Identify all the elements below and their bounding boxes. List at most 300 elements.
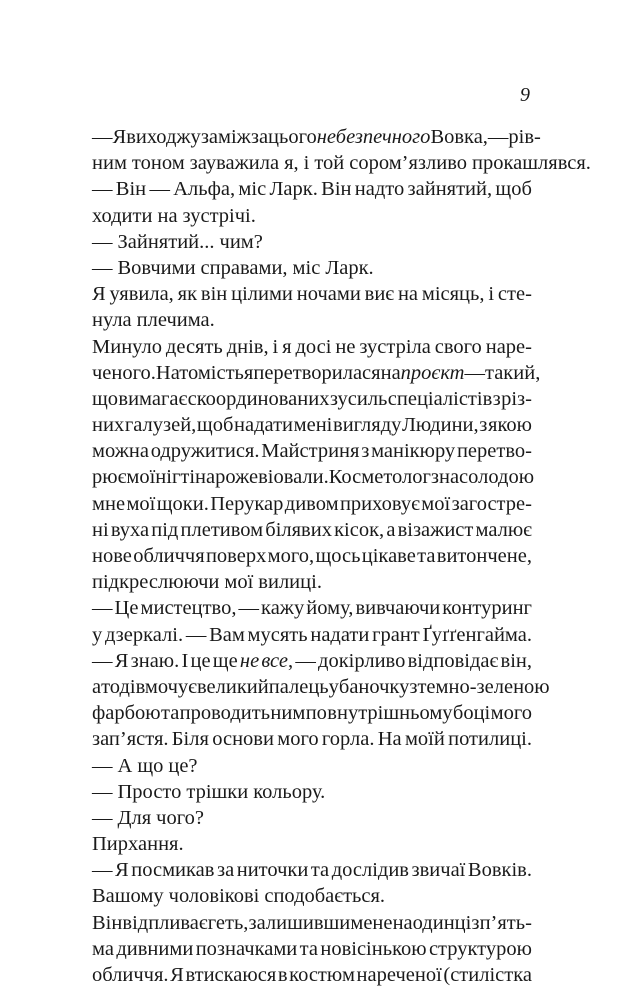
plain-text: плетивом [180, 518, 264, 541]
plain-text: — [92, 806, 113, 829]
word [448, 726, 532, 752]
word [118, 386, 187, 412]
word [282, 334, 291, 360]
word [304, 150, 310, 176]
plain-text: втискаюся [185, 964, 277, 986]
word [278, 962, 288, 988]
word [213, 648, 238, 674]
word [273, 334, 279, 360]
word [439, 464, 534, 490]
plain-text: та [299, 937, 318, 960]
word [92, 936, 114, 962]
plain-text: вмочує [135, 675, 197, 698]
word [401, 360, 465, 386]
plain-text: Вовка, [430, 126, 488, 148]
plain-text: — [149, 178, 170, 201]
plain-text: на [157, 204, 178, 227]
plain-text: ночами [296, 283, 361, 306]
plain-text: перетворилася [253, 361, 381, 384]
word [118, 255, 196, 281]
word [240, 648, 259, 674]
word [125, 412, 196, 438]
plain-text: — [185, 623, 207, 646]
plain-text: у [92, 623, 103, 646]
plain-text: — [92, 230, 113, 253]
word [172, 726, 209, 752]
plain-text: за [250, 126, 269, 148]
word [321, 176, 351, 202]
plain-text: з [361, 440, 370, 463]
plain-text: (стилістка [443, 964, 532, 986]
word [335, 334, 355, 360]
plain-text: зустрічі. [182, 204, 256, 227]
word [284, 150, 299, 176]
word [111, 517, 149, 543]
word [191, 648, 211, 674]
plain-text: Минуло [92, 335, 162, 358]
text-line [92, 229, 532, 255]
plain-text: та [417, 545, 436, 567]
plain-text: якою [488, 414, 532, 437]
text-line [92, 883, 532, 909]
word [227, 334, 269, 360]
word [340, 491, 420, 517]
word [92, 203, 152, 229]
word [92, 334, 162, 360]
word [386, 517, 395, 543]
plain-text: не [335, 335, 356, 358]
plain-text: я [243, 361, 254, 384]
plain-text: цілими [231, 283, 293, 306]
word [92, 622, 102, 648]
plain-text: Перукар [210, 492, 284, 515]
plain-text: цікаве [361, 545, 416, 567]
plain-text: палець [268, 675, 329, 698]
word [92, 464, 126, 490]
plain-text: мої [421, 492, 451, 515]
plain-text: йому, [306, 597, 354, 620]
word [398, 517, 474, 543]
plain-text: Я [170, 964, 184, 986]
plain-text: моїй [404, 728, 445, 751]
plain-text: мені [293, 414, 333, 437]
text-line [92, 805, 532, 831]
word [322, 726, 375, 752]
plain-text: Людини, [402, 414, 479, 437]
word [137, 307, 215, 333]
word [92, 857, 113, 883]
plain-text: І [181, 649, 189, 672]
plain-text: галузей, [124, 414, 197, 437]
plain-text: великий [196, 675, 269, 698]
plain-text: темно-зеленою [417, 675, 550, 698]
plain-text: днів, [226, 335, 269, 358]
plain-text: них [92, 414, 125, 437]
word [398, 281, 418, 307]
word [92, 648, 113, 674]
word [166, 334, 223, 360]
text-line [92, 700, 532, 726]
plain-text: вилиці. [258, 571, 322, 594]
word [92, 674, 101, 700]
plain-text: ще [212, 649, 238, 672]
word [173, 176, 235, 202]
plain-text: Просто [117, 780, 182, 803]
word [486, 334, 532, 360]
plain-text: візажист [397, 518, 474, 541]
word [269, 674, 329, 700]
word [156, 805, 204, 831]
plain-text: з [492, 387, 501, 410]
word [493, 386, 501, 412]
word [393, 910, 472, 936]
plain-text: баночку [338, 675, 410, 698]
word [92, 910, 122, 936]
plain-text: фарбою [92, 702, 161, 725]
word [92, 150, 127, 176]
plain-text: сте- [497, 283, 532, 306]
plain-text: на [397, 283, 419, 306]
plain-text: щоб [495, 178, 532, 201]
text-line [92, 334, 532, 360]
word [92, 307, 132, 333]
word [92, 700, 161, 726]
word [92, 753, 113, 779]
word [92, 517, 109, 543]
word [501, 386, 532, 412]
plain-text: такий, [484, 361, 541, 384]
plain-text: приховує [339, 492, 420, 515]
plain-text: витончене, [436, 545, 532, 567]
plain-text: що [137, 754, 164, 777]
word [479, 412, 487, 438]
emphasis-text: не [239, 649, 260, 672]
plain-text: місяць, [421, 283, 485, 306]
word [92, 595, 113, 621]
word [422, 281, 485, 307]
plain-text: він, [500, 649, 532, 672]
word [261, 438, 359, 464]
plain-text: Для [117, 806, 152, 829]
word [141, 595, 237, 621]
plain-text: проводить [179, 702, 271, 725]
text-line [92, 622, 532, 648]
text-line [92, 491, 532, 517]
emphasis-text: проєкт [400, 361, 465, 384]
plain-text: різ- [501, 387, 532, 410]
word [453, 700, 490, 726]
word [491, 700, 532, 726]
word [92, 962, 169, 988]
plain-text: мого [490, 702, 532, 725]
word [215, 464, 273, 490]
plain-text: потилиці. [448, 728, 532, 751]
word [381, 360, 401, 386]
text-line [92, 360, 541, 386]
word [265, 517, 332, 543]
word [157, 491, 209, 517]
plain-text: мого [277, 728, 319, 751]
plain-text: і [303, 152, 310, 175]
word [480, 910, 532, 936]
word [464, 360, 485, 386]
plain-text: — [92, 597, 113, 620]
plain-text: геть, [207, 911, 249, 934]
word [333, 412, 401, 438]
plain-text: надати [234, 414, 294, 437]
word [92, 569, 219, 595]
word [209, 622, 245, 648]
word [210, 491, 283, 517]
text-line [92, 307, 532, 333]
plain-text: Він [115, 178, 147, 201]
word [92, 386, 118, 412]
word [186, 622, 207, 648]
plain-text: дивними [116, 937, 194, 960]
text-line [92, 569, 532, 595]
text-line [92, 176, 532, 202]
word [437, 543, 532, 569]
plain-text: Біля [171, 728, 209, 751]
word [131, 648, 180, 674]
plain-text: кажу [261, 597, 305, 620]
plain-text: мусять [247, 623, 308, 646]
plain-text: Косметолог [328, 466, 431, 489]
plain-text: спеціалістів [387, 387, 493, 410]
plain-text: а [386, 518, 396, 541]
plain-text: — [238, 597, 259, 620]
word [126, 491, 155, 517]
plain-text: він [200, 283, 228, 306]
word [261, 595, 304, 621]
plain-text: можна [92, 440, 149, 463]
plain-text: Ларк. [269, 178, 318, 201]
plain-text: структурою [428, 937, 532, 960]
word [268, 124, 317, 150]
plain-text: Зайнятий... [117, 230, 215, 253]
plain-text: зайнятий, [407, 178, 493, 201]
word [151, 517, 178, 543]
plain-text: — [295, 649, 316, 672]
word [295, 334, 331, 360]
word [126, 464, 155, 490]
plain-text: Ґуґґенгайма. [422, 623, 532, 646]
word [452, 491, 532, 517]
plain-text: що [92, 387, 119, 410]
word [126, 124, 201, 150]
plain-text: ходити [92, 204, 153, 227]
plain-text: цього [268, 126, 317, 148]
plain-text: рює [92, 466, 127, 489]
word [310, 622, 369, 648]
plain-text: рів- [508, 126, 541, 148]
text-line [92, 726, 532, 752]
word [332, 857, 409, 883]
word [468, 857, 532, 883]
plain-text: нове [92, 545, 132, 567]
plain-text: надто [354, 178, 405, 201]
plain-text: — [92, 649, 113, 672]
plain-text: Вам [209, 623, 245, 646]
plain-text: тоді [101, 675, 136, 698]
text-line [92, 753, 532, 779]
word [253, 779, 325, 805]
word [217, 857, 234, 883]
plain-text: ниточки [236, 859, 309, 882]
word [429, 936, 532, 962]
plain-text: — [92, 859, 113, 882]
plain-text: чоловікові [168, 885, 260, 908]
word [149, 176, 170, 202]
word [408, 648, 499, 674]
word [371, 438, 455, 464]
text-line [92, 857, 532, 883]
word [318, 648, 405, 674]
text-line [92, 386, 532, 412]
word [188, 386, 330, 412]
word [372, 622, 420, 648]
word [249, 910, 351, 936]
plain-text: той [314, 152, 345, 175]
word [357, 962, 442, 988]
plain-text: я [282, 335, 292, 358]
plain-text: зап’ястя. [92, 728, 169, 751]
word [115, 648, 129, 674]
word [197, 412, 233, 438]
plain-text: свого [434, 335, 482, 358]
word [423, 622, 532, 648]
plain-text: , [287, 649, 294, 672]
plain-text: та [310, 859, 330, 882]
word [300, 936, 318, 962]
word [92, 438, 149, 464]
word [488, 281, 494, 307]
plain-text: міс [238, 178, 267, 201]
word [92, 229, 113, 255]
word [361, 438, 369, 464]
word [472, 150, 591, 176]
text-line [92, 962, 532, 988]
plain-text: мне [92, 492, 126, 515]
plain-text: вимагає [118, 387, 188, 410]
plain-text: це? [168, 754, 198, 777]
plain-text: дивом [284, 492, 339, 515]
plain-text: ні [92, 518, 109, 541]
word [327, 700, 452, 726]
plain-text: у [328, 675, 339, 698]
word [206, 543, 266, 569]
text-line [92, 831, 532, 857]
word [349, 150, 467, 176]
word [330, 386, 388, 412]
word [169, 883, 260, 909]
plain-text: з [479, 414, 488, 437]
plain-text: міс [292, 256, 321, 279]
word [157, 203, 177, 229]
plain-text: мої [126, 466, 156, 489]
text-line [92, 281, 532, 307]
plain-text: нула [92, 309, 132, 332]
word [317, 124, 431, 150]
word [92, 255, 113, 281]
word [430, 124, 487, 150]
word [137, 753, 163, 779]
word [92, 543, 132, 569]
plain-text: — [487, 126, 509, 148]
plain-text: виє [364, 283, 395, 306]
plain-text: Він [321, 178, 352, 201]
plain-text: мистецтво, [140, 597, 237, 620]
plain-text: мене [350, 911, 393, 934]
text-line [92, 203, 532, 229]
word [92, 124, 113, 150]
plain-text: Він [92, 911, 123, 934]
word [314, 150, 344, 176]
word [488, 412, 532, 438]
plain-text: прокашлявся. [472, 152, 591, 175]
text-line [92, 936, 532, 962]
emphasis-text: все [261, 649, 288, 672]
word [421, 491, 450, 517]
plain-text: заміж [200, 126, 251, 148]
word [161, 700, 179, 726]
plain-text: Вовчими [117, 256, 196, 279]
plain-text: щось [315, 545, 361, 567]
word [408, 176, 493, 202]
plain-text: вигляду [333, 414, 402, 437]
word [92, 491, 125, 517]
plain-text: вуха [110, 518, 150, 541]
plain-text: внутрішньому [327, 702, 453, 725]
plain-text: костюм [289, 964, 355, 986]
word [239, 595, 260, 621]
plain-text: Я [114, 649, 129, 672]
plain-text: Це [114, 597, 139, 620]
word [115, 857, 129, 883]
text-line [92, 674, 550, 700]
plain-text: На [377, 728, 402, 751]
plain-text: відповідає [407, 649, 499, 672]
word [501, 648, 532, 674]
word [378, 726, 402, 752]
word [197, 674, 269, 700]
plain-text: справами, [200, 256, 288, 279]
word [201, 124, 251, 150]
plain-text: уявила, [109, 283, 174, 306]
plain-text: сподобається. [264, 885, 386, 908]
word [92, 412, 124, 438]
text-line [92, 910, 532, 936]
plain-text: Я [115, 859, 129, 882]
word [132, 150, 185, 176]
word [289, 962, 355, 988]
word [285, 491, 339, 517]
plain-text: наре- [485, 335, 532, 358]
word [92, 883, 164, 909]
plain-text: в [277, 964, 288, 986]
word [409, 674, 417, 700]
word [195, 464, 215, 490]
text-line [92, 255, 532, 281]
plain-text: докірливо [318, 649, 406, 672]
plain-text: нареченої [356, 964, 442, 986]
plain-text: А [117, 754, 133, 777]
text-line [92, 779, 532, 805]
word [181, 648, 188, 674]
plain-text: білявих [265, 518, 332, 541]
plain-text: чого? [156, 806, 204, 829]
plain-text: грант [372, 623, 420, 646]
